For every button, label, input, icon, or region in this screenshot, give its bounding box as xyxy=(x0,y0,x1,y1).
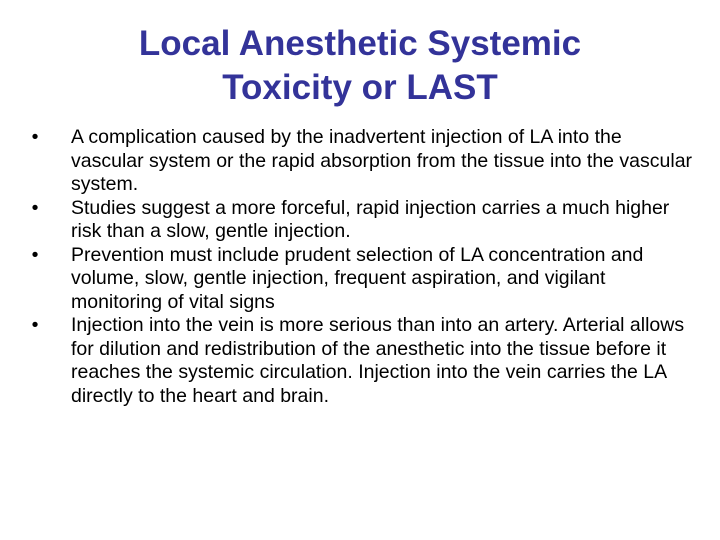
bullet-marker: • xyxy=(31,126,39,148)
bullet-marker: • xyxy=(31,243,39,266)
slide-title-line-1: Local Anesthetic Systemic xyxy=(138,24,582,63)
bullet-item xyxy=(24,197,694,244)
bullet-text: Prevention must include prudent selection of LA concentration and volume, slow, gentle injection, frequent aspiration, and vigilant monitoring of vital signs xyxy=(71,243,644,313)
bullet-marker: • xyxy=(31,314,39,336)
bullet-list xyxy=(24,126,694,408)
bullet-marker: • xyxy=(31,196,39,219)
bullet-item xyxy=(24,244,694,315)
bullet-text: A complication caused by the inadvertent injection of LA into the vascular system or the rapid absorption from the tissue into the vascular system. xyxy=(71,126,693,195)
bullet-text: Studies suggest a more forceful, rapid injection carries a much higher risk than a slow, gentle injection. xyxy=(71,196,670,242)
bullet-item xyxy=(24,314,694,408)
slide-title-line-2: Toxicity or LAST xyxy=(222,68,498,107)
bullet-item xyxy=(24,126,694,197)
slide-title xyxy=(60,22,660,110)
bullet-text: Injection into the vein is more serious than into an artery. Arterial allows for dilution and redistribution of the anesthetic into the tissue before it reaches the systemic circulation. Injection into the vein carries the LA directly to the heart and brain. xyxy=(71,314,685,407)
